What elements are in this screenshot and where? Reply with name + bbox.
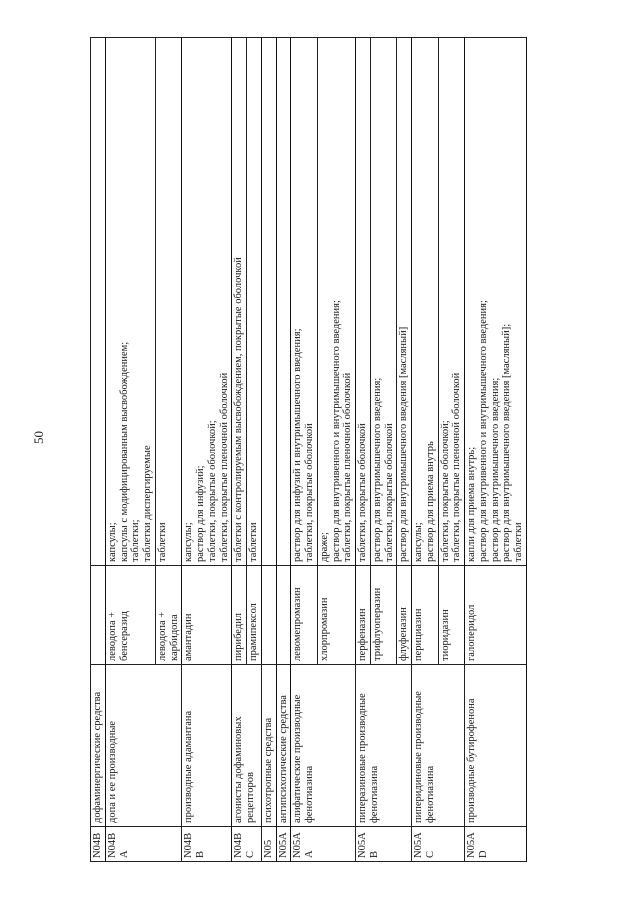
dosage-form: таблетки, покрытые оболочкой (304, 423, 315, 562)
dosage-forms (105, 38, 155, 566)
table-row (105, 38, 155, 862)
dosage-forms (247, 38, 262, 566)
table-row (232, 38, 247, 862)
table-row (276, 38, 291, 862)
dosage-forms (291, 38, 318, 566)
table-row (261, 38, 276, 862)
rotated-page (90, 37, 613, 862)
dosage-forms (182, 38, 232, 566)
atc-code: N05AB (356, 827, 412, 862)
dosage-form: таблетки; (130, 519, 142, 562)
atc-code: N05 (261, 827, 276, 862)
group-name: психотропные средства (261, 665, 276, 827)
table-row (412, 38, 439, 862)
dosage-forms (317, 38, 355, 566)
table-row (356, 38, 371, 862)
dosage-form: таблетки, покрытые пленочной оболочкой (218, 372, 230, 562)
drug-name: перфеназин (356, 566, 371, 665)
table-row (91, 38, 106, 862)
dosage-form: таблетки (156, 522, 168, 562)
dosage-form: раствор для внутримышечного введения [масляный]; (501, 323, 513, 562)
group-name: дофаминергические средства (91, 665, 106, 827)
dosage-form: капсулы с модифицированным высвобождением; (118, 341, 130, 562)
dosage-form: раствор для приема внутрь (424, 441, 436, 562)
atc-code: N05AC (412, 827, 465, 862)
drug-table (90, 37, 527, 862)
group-name: производные адамантана (182, 665, 232, 827)
dosage-form: таблетки, покрытые пленочной оболочкой (451, 372, 463, 562)
drug-name: леводопа + карбидопа (155, 566, 182, 665)
dosage-forms (91, 38, 106, 566)
dosage-form: раствор для внутримышечного введения; (489, 377, 501, 562)
dosage-form: капсулы; (106, 522, 118, 562)
dosage-forms (397, 38, 412, 566)
group-name: пиперазиновые производные фенотиазина (356, 665, 412, 827)
dosage-form: раствор для внутримышечного введения; (371, 377, 383, 562)
drug-name: перициазин (412, 566, 439, 665)
dosage-forms (356, 38, 371, 566)
group-name: допа и ее производные (105, 665, 182, 827)
dosage-form: таблетки, покрытые оболочкой (357, 423, 368, 562)
dosage-form: раствор для инфузий; (195, 465, 206, 562)
drug-name: леводопа + бенсеразид (105, 566, 155, 665)
dosage-form: драже; (318, 532, 330, 562)
group-name: пиперидиновые производные фенотиазина (412, 665, 465, 827)
dosage-form: таблетки с контролируемым высвобождением, покрытые оболочкой (233, 257, 245, 562)
dosage-form: раствор для внутримышечного введения [масляный] (398, 326, 410, 562)
dosage-forms (232, 38, 247, 566)
dosage-forms (438, 38, 465, 566)
atc-code: N05A (276, 827, 291, 862)
drug-name (91, 566, 106, 665)
drug-name: амантадин (182, 566, 232, 665)
drug-name: трифлуоперазин (370, 566, 397, 665)
dosage-forms (155, 38, 182, 566)
drug-name: хлорпромазин (317, 566, 355, 665)
group-name: алифатические производные фенотиазина (291, 665, 356, 827)
dosage-form: капсулы; (183, 522, 195, 562)
dosage-form: капли для приема внутрь; (466, 446, 477, 562)
atc-code: N04B (91, 827, 106, 862)
drug-name (261, 566, 276, 665)
dosage-forms (276, 38, 291, 566)
group-name: агонисты дофаминовых рецепторов (232, 665, 262, 827)
drug-name: левомепромазин (291, 566, 318, 665)
drug-name: тиоридазин (438, 566, 465, 665)
dosage-forms (261, 38, 276, 566)
dosage-form: таблетки диспергируемые (142, 445, 153, 562)
atc-code: N04BB (182, 827, 232, 862)
dosage-form: раствор для инфузий и внутримышечного введения; (292, 328, 304, 562)
dosage-form: капсулы; (413, 522, 424, 562)
dosage-form: таблетки, покрытые оболочкой (383, 423, 395, 562)
page-number: 50 (31, 431, 46, 444)
dosage-form: таблетки, покрытые оболочкой; (206, 420, 218, 562)
drug-name: флуфеназин (397, 566, 412, 665)
atc-code: N04BC (232, 827, 262, 862)
dosage-form: таблетки, покрытые оболочкой; (439, 420, 451, 562)
table-row (291, 38, 318, 862)
dosage-form: таблетки (248, 522, 259, 562)
dosage-form: раствор для внутривенного и внутримышечного введения; (330, 300, 342, 562)
drug-name: галоперидол (465, 566, 527, 665)
drug-name: пирибедил (232, 566, 247, 665)
table-row (182, 38, 232, 862)
dosage-form: таблетки (513, 522, 524, 562)
dosage-forms (465, 38, 527, 566)
drug-name: прамипексол (247, 566, 262, 665)
atc-code: N05AD (465, 827, 527, 862)
group-name: производные бутирофенона (465, 665, 527, 827)
dosage-forms (412, 38, 439, 566)
atc-code: N05AA (291, 827, 356, 862)
dosage-forms (370, 38, 397, 566)
dosage-form: таблетки, покрытые пленочной оболочкой (342, 372, 354, 562)
group-name: антипсихотические средства (276, 665, 291, 827)
atc-code: N04BA (105, 827, 182, 862)
drug-name (276, 566, 291, 665)
table-row (465, 38, 527, 862)
dosage-form: раствор для внутривенного и внутримышечного введения; (477, 300, 489, 562)
